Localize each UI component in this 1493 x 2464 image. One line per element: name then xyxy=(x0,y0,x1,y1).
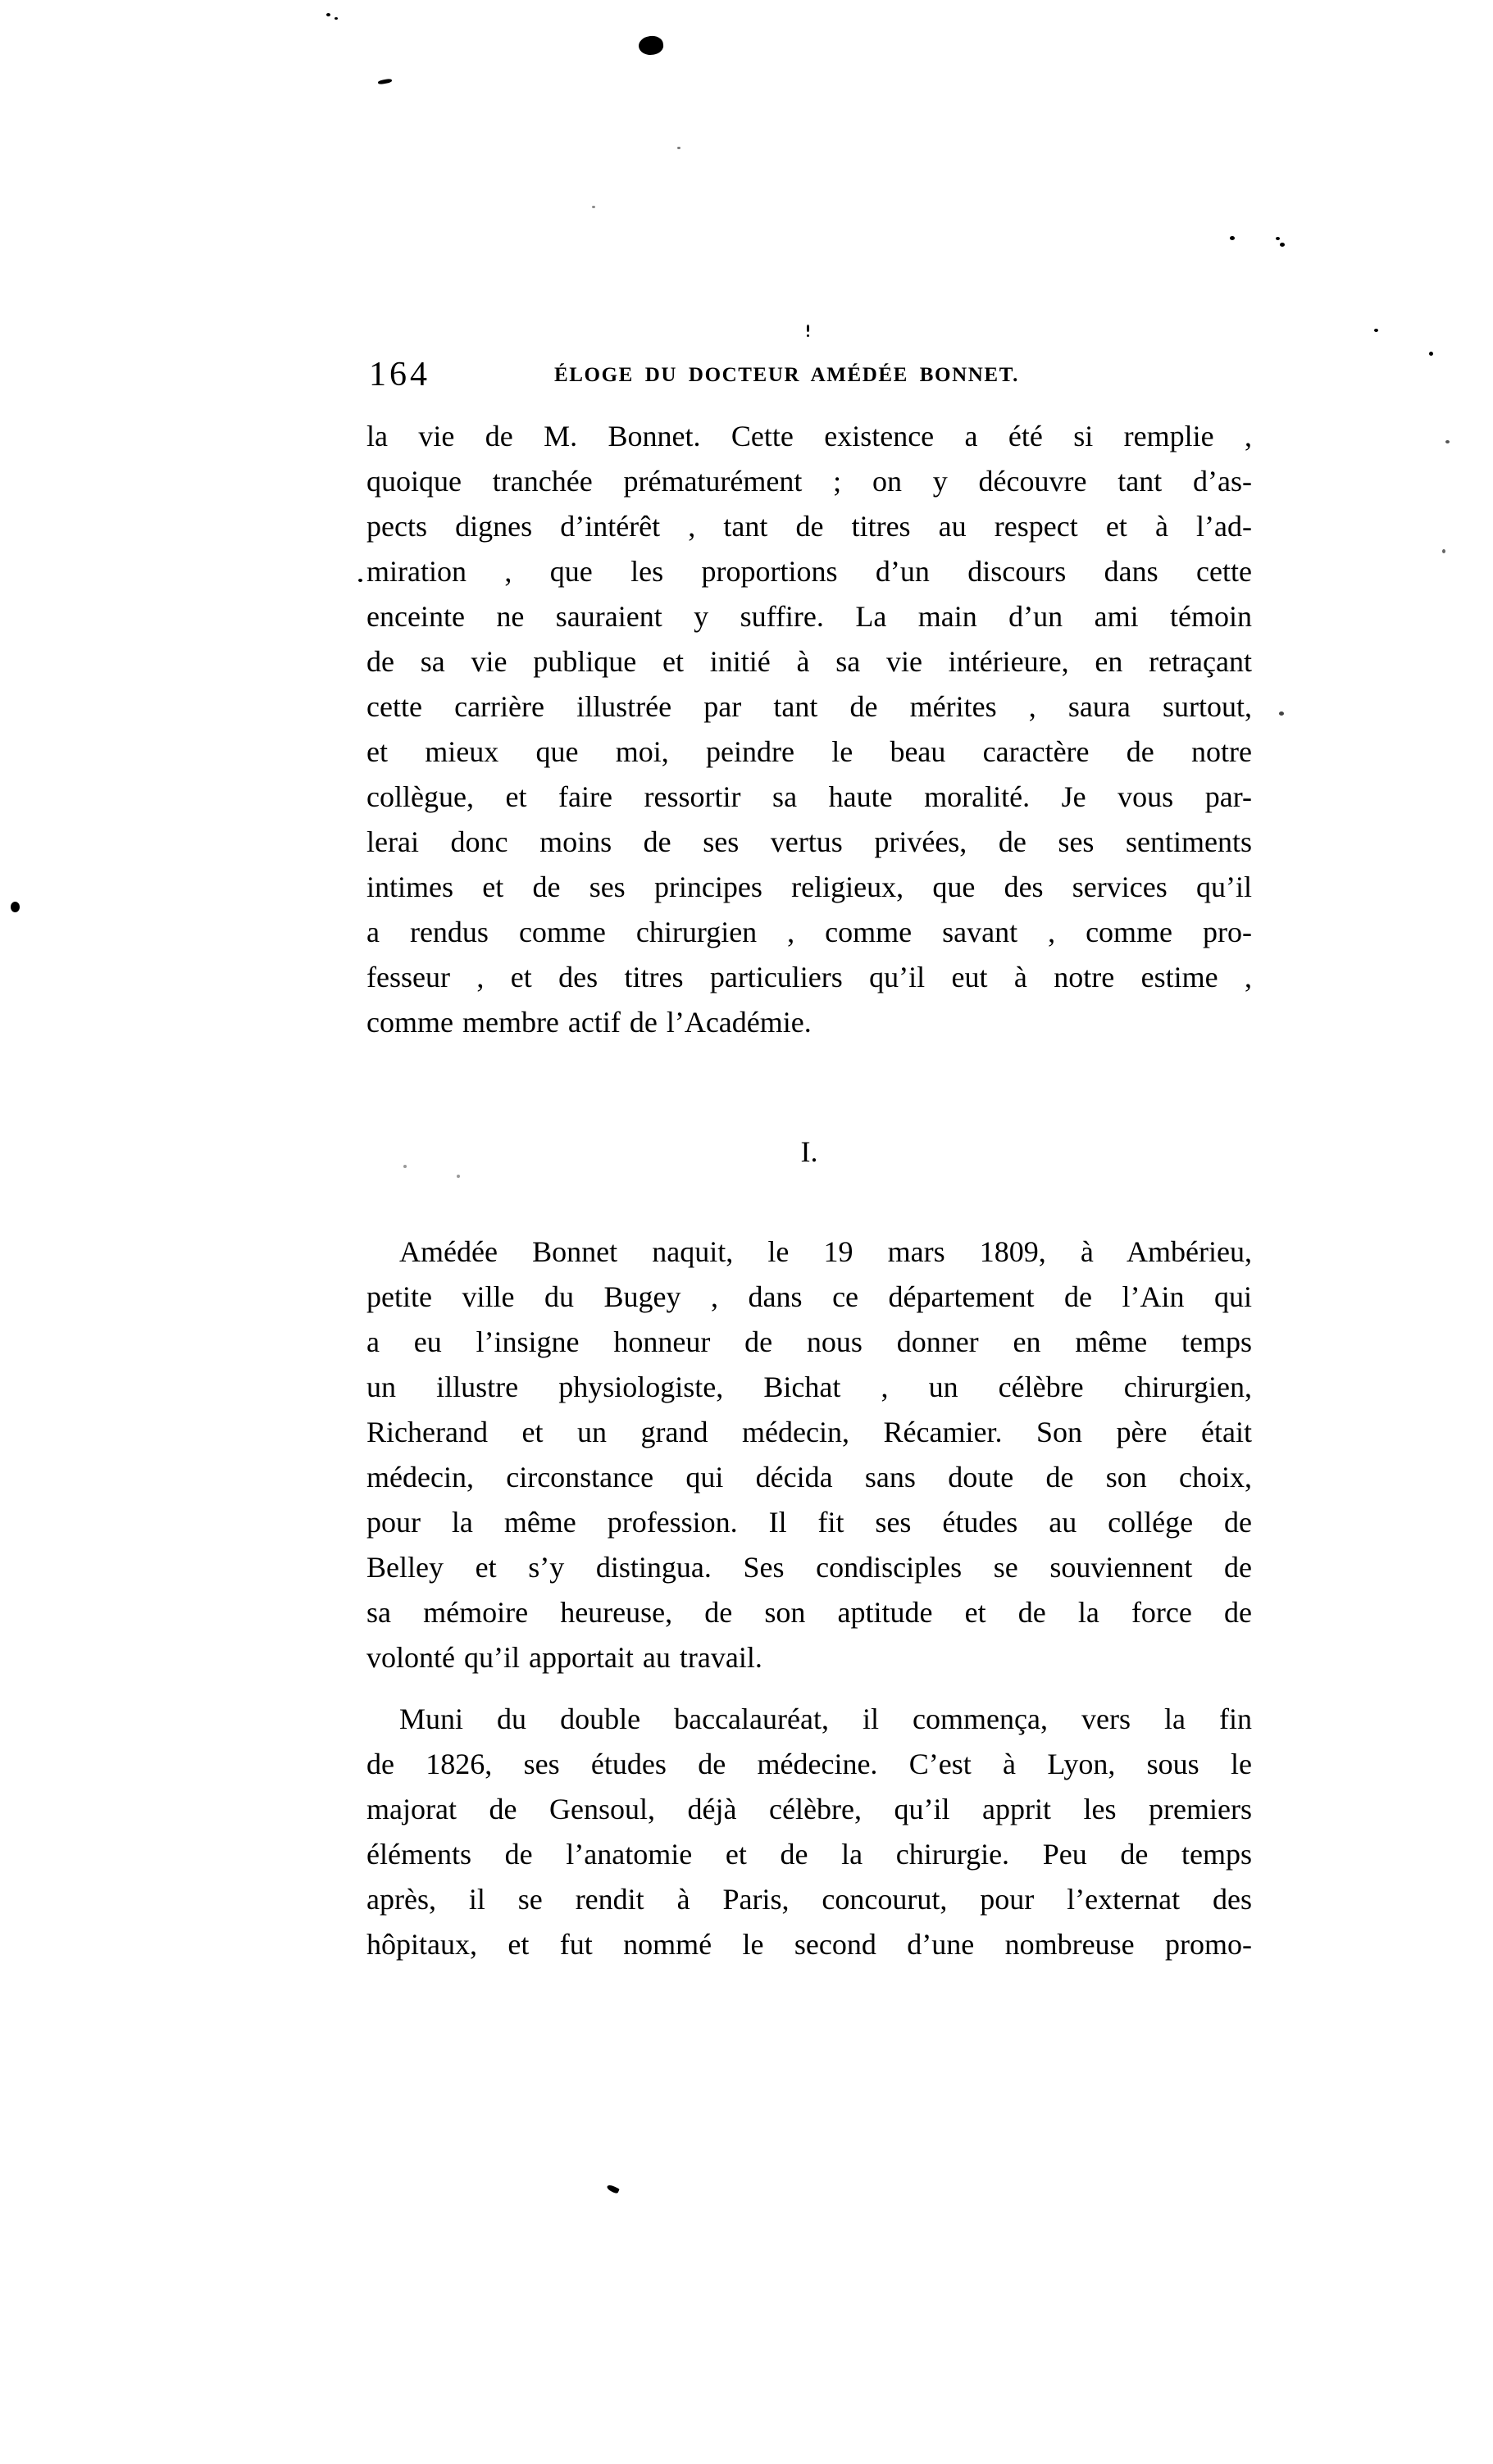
text-line: médecin, circonstance qui décida sans doute de son choix, xyxy=(366,1461,1252,1493)
text-line: hôpitaux, et fut nommé le second d’une nombreuse promo- xyxy=(366,1928,1252,1961)
ink-speck xyxy=(807,334,809,337)
text-line: Richerand et un grand médecin, Récamier. Son père était xyxy=(366,1416,1252,1448)
text-line: de 1826, ses études de médecine. C’est à Lyon, sous le xyxy=(366,1748,1252,1780)
text-line: a eu l’insigne honneur de nous donner en même temps xyxy=(366,1325,1252,1358)
text-block xyxy=(366,414,1252,1967)
ink-speck xyxy=(592,206,595,208)
text-line: la vie de M. Bonnet. Cette existence a été si remplie , xyxy=(366,420,1252,452)
text-line: quoique tranchée prématurément ; on y découvre tant d’as- xyxy=(366,465,1252,498)
ink-speck xyxy=(11,902,20,912)
text-line: comme membre actif de l’Académie. xyxy=(366,1006,812,1039)
paragraph-3 xyxy=(366,1697,1252,1967)
text-line: lerai donc moins de ses vertus privées, de ses sentiments xyxy=(366,825,1252,858)
ink-speck xyxy=(1276,237,1280,240)
text-line: a rendus comme chirurgien , comme savant , comme pro- xyxy=(366,916,1252,948)
text-line: volonté qu’il apportait au travail. xyxy=(366,1641,762,1674)
text-line: et mieux que moi, peindre le beau caractère de notre xyxy=(366,735,1252,768)
ink-speck xyxy=(358,579,362,582)
text-line: pects dignes d’intérêt , tant de titres au respect et à l’ad- xyxy=(366,510,1252,543)
ink-speck xyxy=(1442,549,1445,553)
ink-speck xyxy=(1445,440,1450,443)
ink-speck xyxy=(457,1175,460,1178)
paragraph-2 xyxy=(366,1230,1252,1680)
text-line: collègue, et faire ressortir sa haute moralité. Je vous par- xyxy=(366,780,1252,813)
text-line: Belley et s’y distingua. Ses condisciples se souviennent de xyxy=(366,1551,1252,1584)
ink-speck xyxy=(403,1165,407,1168)
text-line: petite ville du Bugey , dans ce département de l’Ain qui xyxy=(366,1280,1252,1313)
ink-speck xyxy=(1374,329,1378,332)
text-line: Muni du double baccalauréat, il commença, vers la fin xyxy=(399,1703,1252,1735)
ink-speck xyxy=(1279,711,1284,716)
text-line: intimes et de ses principes religieux, que des services qu’il xyxy=(366,871,1252,903)
ink-speck xyxy=(326,13,330,16)
ink-speck xyxy=(378,79,393,85)
ink-speck xyxy=(335,17,338,20)
text-line: majorat de Gensoul, déjà célèbre, qu’il apprit les premiers xyxy=(366,1793,1252,1825)
text-line: de sa vie publique et initié à sa vie intérieure, en retraçant xyxy=(366,645,1252,678)
text-line: sa mémoire heureuse, de son aptitude et de la force de xyxy=(366,1596,1252,1629)
text-line: un illustre physiologiste, Bichat , un célèbre chirurgien, xyxy=(366,1371,1252,1403)
paragraph-1 xyxy=(366,414,1252,1045)
ink-speck xyxy=(1280,243,1285,247)
ink-speck xyxy=(807,325,809,332)
page-number: 164 xyxy=(369,356,430,393)
section-heading: I. xyxy=(800,1135,818,1168)
running-title: ÉLOGE DU DOCTEUR AMÉDÉE BONNET. xyxy=(554,364,1019,386)
ink-speck xyxy=(677,147,680,149)
text-line: fesseur , et des titres particuliers qu’il eut à notre estime , xyxy=(366,961,1252,993)
ink-speck xyxy=(1429,352,1433,356)
ink-speck xyxy=(606,2184,620,2194)
ink-speck xyxy=(1230,236,1235,240)
text-line: enceinte ne sauraient y suffire. La main d’un ami témoin xyxy=(366,600,1252,633)
text-line: après, il se rendit à Paris, concourut, pour l’externat des xyxy=(366,1883,1252,1916)
text-line: éléments de l’anatomie et de la chirurgie. Peu de temps xyxy=(366,1838,1252,1871)
text-line: cette carrière illustrée par tant de mérites , saura surtout, xyxy=(366,690,1252,723)
text-line: pour la même profession. Il fit ses études au collége de xyxy=(366,1506,1252,1539)
text-line: Amédée Bonnet naquit, le 19 mars 1809, à Ambérieu, xyxy=(399,1235,1252,1268)
text-line: miration , que les proportions d’un discours dans cette xyxy=(366,555,1252,588)
ink-blob-mark xyxy=(638,34,665,57)
